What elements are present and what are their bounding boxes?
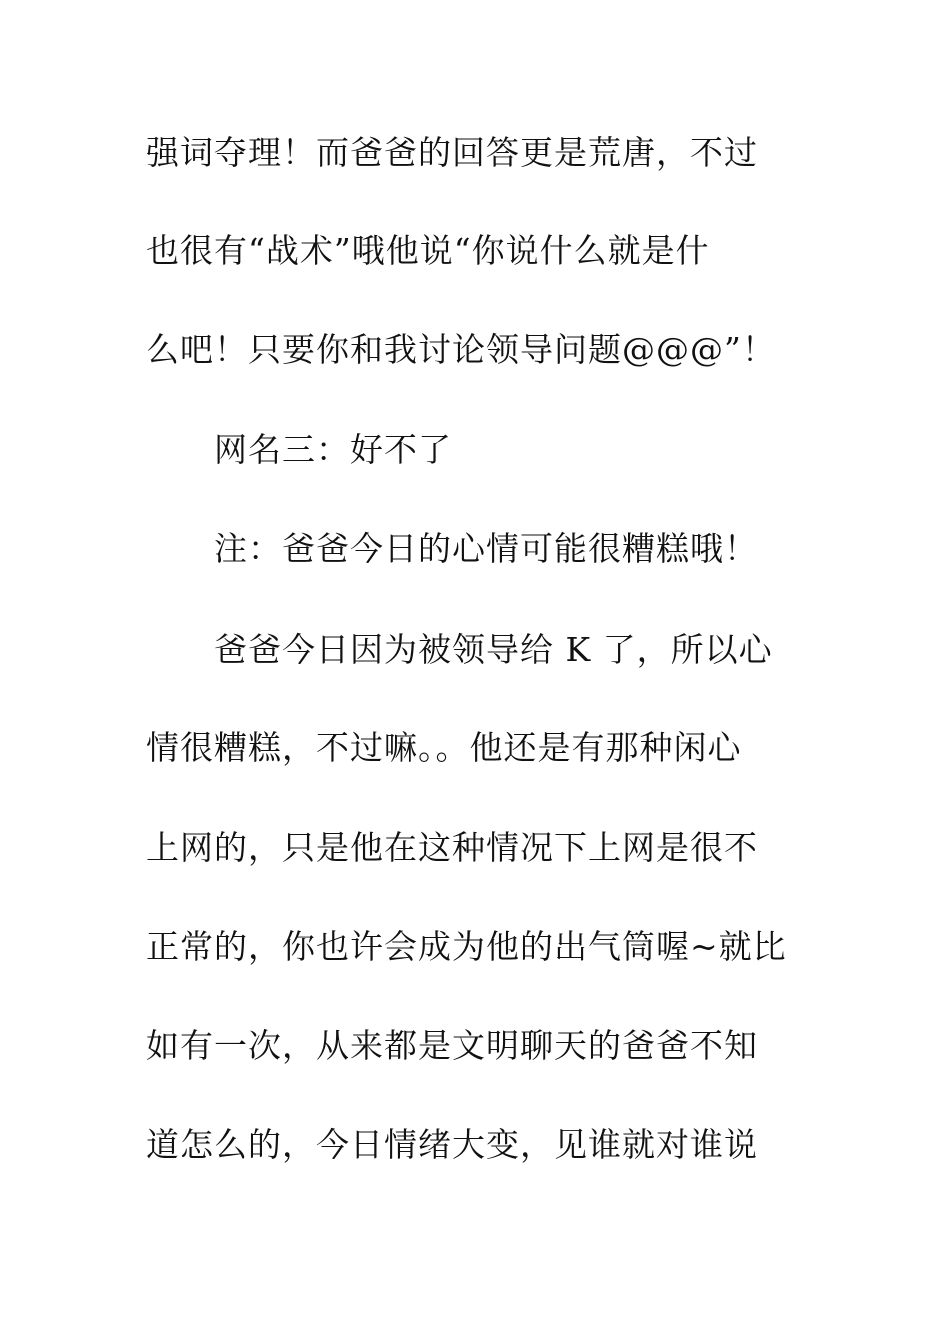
text-line: 强词夺理！而爸爸的回答更是荒唐，不过 xyxy=(146,133,758,172)
text-line: 如有一次，从来都是文明聊天的爸爸不知 xyxy=(146,1026,758,1065)
text-line-heading: 网名三：好不了 xyxy=(214,430,452,469)
text-line-note: 注：爸爸今日的心情可能很糟糕哦！ xyxy=(214,529,758,568)
text-line: 正常的，你也许会成为他的出气筒喔~就比 xyxy=(146,927,787,966)
text-line: 也很有“战术”哦他说“你说什么就是什 xyxy=(146,231,710,270)
text-line: 上网的，只是他在这种情况下上网是很不 xyxy=(146,828,758,867)
text-line: 道怎么的，今日情绪大变，见谁就对谁说 xyxy=(146,1125,758,1164)
text-line: 情很糟糕，不过嘛。。他还是有那种闲心 xyxy=(146,728,742,767)
text-line: 么吧！只要你和我讨论领导问题@@@”！ xyxy=(146,330,776,369)
text-line: 爸爸今日因为被领导给 K 了，所以心 xyxy=(214,630,773,669)
